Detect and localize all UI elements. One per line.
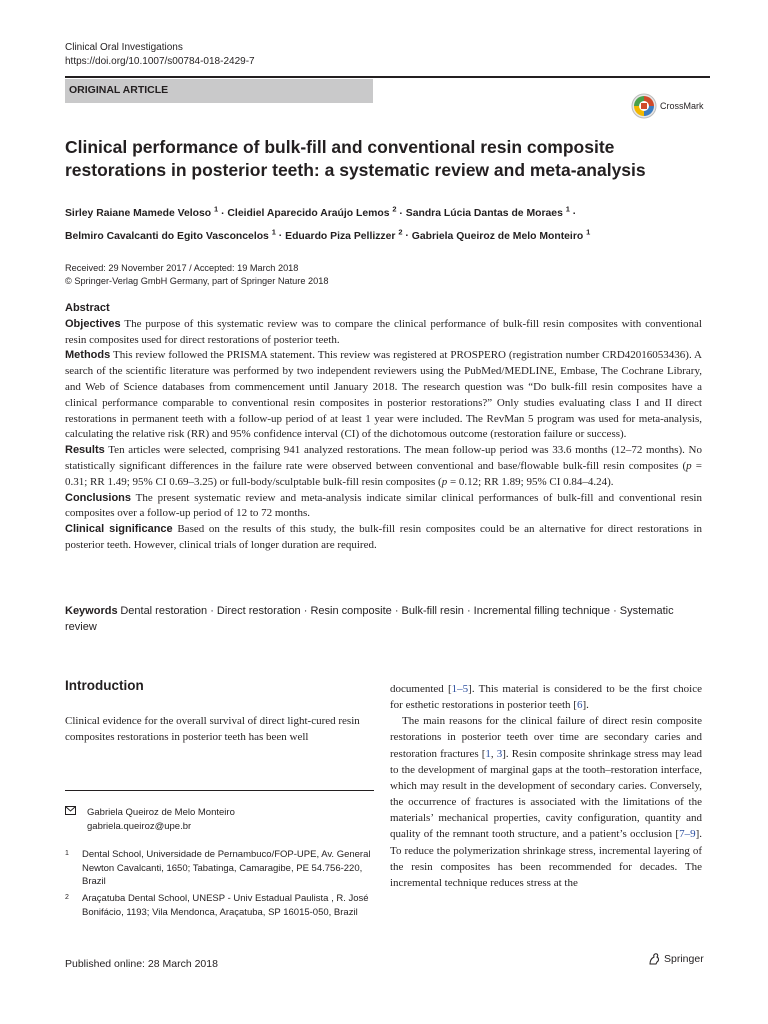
doi-link[interactable]: https://doi.org/10.1007/s00784-018-2429-7: [65, 56, 255, 67]
footnote-rule: [65, 790, 374, 791]
journal-header: [65, 41, 255, 69]
contact-email[interactable]: gabriela.queiroz@upe.br: [87, 820, 192, 832]
crossmark-label: CrossMark: [660, 101, 704, 111]
keywords-label: Keywords: [65, 605, 118, 617]
citation-link[interactable]: 7–9: [679, 828, 696, 841]
publisher-name: Springer: [664, 953, 704, 965]
publisher-logo: [647, 952, 704, 966]
introduction-right-text: [390, 681, 702, 891]
author[interactable]: Eduardo Piza Pellizzer $^2$: [285, 227, 403, 242]
keywords: [65, 603, 702, 635]
crossmark-badge[interactable]: [631, 93, 704, 119]
author[interactable]: Gabriela Queiroz de Melo Monteiro $^1$: [411, 227, 591, 242]
received-accepted: Received: 29 November 2017 / Accepted: 19 March 2018: [65, 263, 299, 273]
header-rule: [65, 76, 710, 78]
contact-name: Gabriela Queiroz de Melo Monteiro: [87, 807, 235, 818]
crossmark-icon: [631, 93, 657, 119]
article-title: Clinical performance of bulk-fill and conventional resin composite restorations in posterior teeth: a systematic review and meta-analysis: [65, 137, 646, 180]
affiliation: 1 Dental School, Universidade de Pernambuco/FOP-UPE, Av. General Newton Cavalcanti, 1650; Tabatinga, Camaragibe, PE 54.756-220, Brazil: [65, 849, 371, 887]
journal-name: Clinical Oral Investigations: [65, 42, 183, 53]
paragraph: documented [1–5]. This material is considered to be the first choice for esthetic restorations in posterior teeth [6].: [390, 683, 702, 712]
abstract: [65, 301, 702, 554]
published-date: Published online: 28 March 2018: [65, 958, 218, 970]
envelope-icon: [65, 806, 87, 833]
introduction-heading: Introduction: [65, 678, 144, 693]
paragraph: The main reasons for the clinical failure of direct resin composite restorations in posterior teeth over time are secondary caries and restoration fractures [1, 3]. Resin composite shrinkage stress may lead to the development of marginal gaps at the tooth–restoration interface, which may result in the development of secondary caries. Conversely, the occurrence of fractures is associated with the limitations of the materials’ mechanical properties, cavity configuration, quantity and quality of the remnant tooth structure, and a patient’s occlusion [7–9]. To reduce the polymerization shrinkage stress, incremental layering of the resin composites has been recommended for decades. The incremental technique reduces stress at the: [390, 715, 703, 889]
affiliation: 2 Araçatuba Dental School, UNESP - Univ Estadual Paulista , R. José Bonifácio, 1193; Vila Mendonca, Araçatuba, SP 16015-050, Brazil: [65, 893, 369, 918]
author[interactable]: Sandra Lúcia Dantas de Moraes $^1$: [405, 205, 570, 220]
citation-link[interactable]: 1–5: [451, 683, 469, 695]
corresponding-author: [65, 806, 374, 833]
author[interactable]: Belmiro Cavalcanti do Egito Vasconcelos $^1$: [65, 227, 276, 242]
author[interactable]: Cleidiel Aparecido Araújo Lemos $^2$: [227, 205, 397, 220]
abstract-objectives: Objectives The purpose of this systematic review was to compare the clinical performance of bulk-fill resin composites with conventional resin composites used for direct restorations of posterior teeth.: [65, 317, 702, 346]
article-type-banner: ORIGINAL ARTICLE: [65, 79, 373, 103]
springer-horse-icon: [647, 952, 661, 966]
abstract-heading: Abstract: [65, 302, 110, 314]
author[interactable]: Sirley Raiane Mamede Veloso $^1$: [65, 205, 219, 220]
article-dates: [65, 262, 328, 288]
abstract-methods: Methods This review followed the PRISMA statement. This review was registered at PROSPERO (registration number CRD42016053436). A search of the scientific literature was performed by two independent reviewers using the PubMed/MEDLINE, Embase, The Cochrane Library, and Web of Science databases from commencement until January 2018. The research question was “Do bulk-fill resin composites have a clinical performance comparable to conventional resin composites in posterior restorations?” Only studies evaluating class I and II direct restorations in permanent teeth with a follow-up period of at least 1 year were included. The RevMan 5 program was used for meta-analysis, calculating the relative risk (RR) and 95% confidence interval (CI) of the dichotomous outcome (restoration failure or success).: [65, 349, 702, 441]
abstract-conclusions: Conclusions The present systematic review and meta-analysis indicate similar clinical performances of bulk-fill and conventional resin composites over a follow-up period of 12 to 72 months.: [65, 491, 702, 520]
citation-link[interactable]: 6: [576, 699, 583, 712]
abstract-results: Results Ten articles were selected, comprising 941 analyzed restorations. The mean follow-up period was 33.6 months (12–72 months). No statistically significant differences in the failure rate were observed between conventional and base/flowable bulk-fill resin composites (p = 0.31; RR 1.49; 95% CI 0.69–3.25) or full-body/sculptable bulk-fill resin composites (p = 0.12; RR 1.89; 95% CI 0.84–4.24).: [65, 444, 702, 488]
copyright-line: © Springer-Verlag GmbH Germany, part of Springer Nature 2018: [65, 276, 329, 286]
keywords-text: Dental restoration · Direct restoration · Resin composite · Bulk-fill resin · Incremental filling technique · Systematic review: [65, 605, 674, 633]
author-list: Sirley Raiane Mamede Veloso $^1$ · Cleidiel Aparecido Araújo Lemos $^2$ · Sandra Lúcia Dantas de Moraes $^1$ · Belmiro Cavalcanti do Egito Vasconcelos $^1$ · Eduardo Piza Pellizzer $^2$ · Gabriela Queiroz de Melo Monteiro $^1$: [65, 205, 591, 242]
abstract-clinical-significance: Clinical significance Based on the results of this study, the bulk-fill resin composites could be an alternative for direct restorations in posterior teeth. However, clinical trials of longer duration are required.: [65, 523, 702, 551]
citation-link[interactable]: 3: [496, 747, 503, 760]
citation-link[interactable]: 1: [485, 747, 491, 760]
introduction-left-text: Clinical evidence for the overall survival of direct light-cured resin composites restorations in posterior teeth has been well: [65, 715, 360, 743]
